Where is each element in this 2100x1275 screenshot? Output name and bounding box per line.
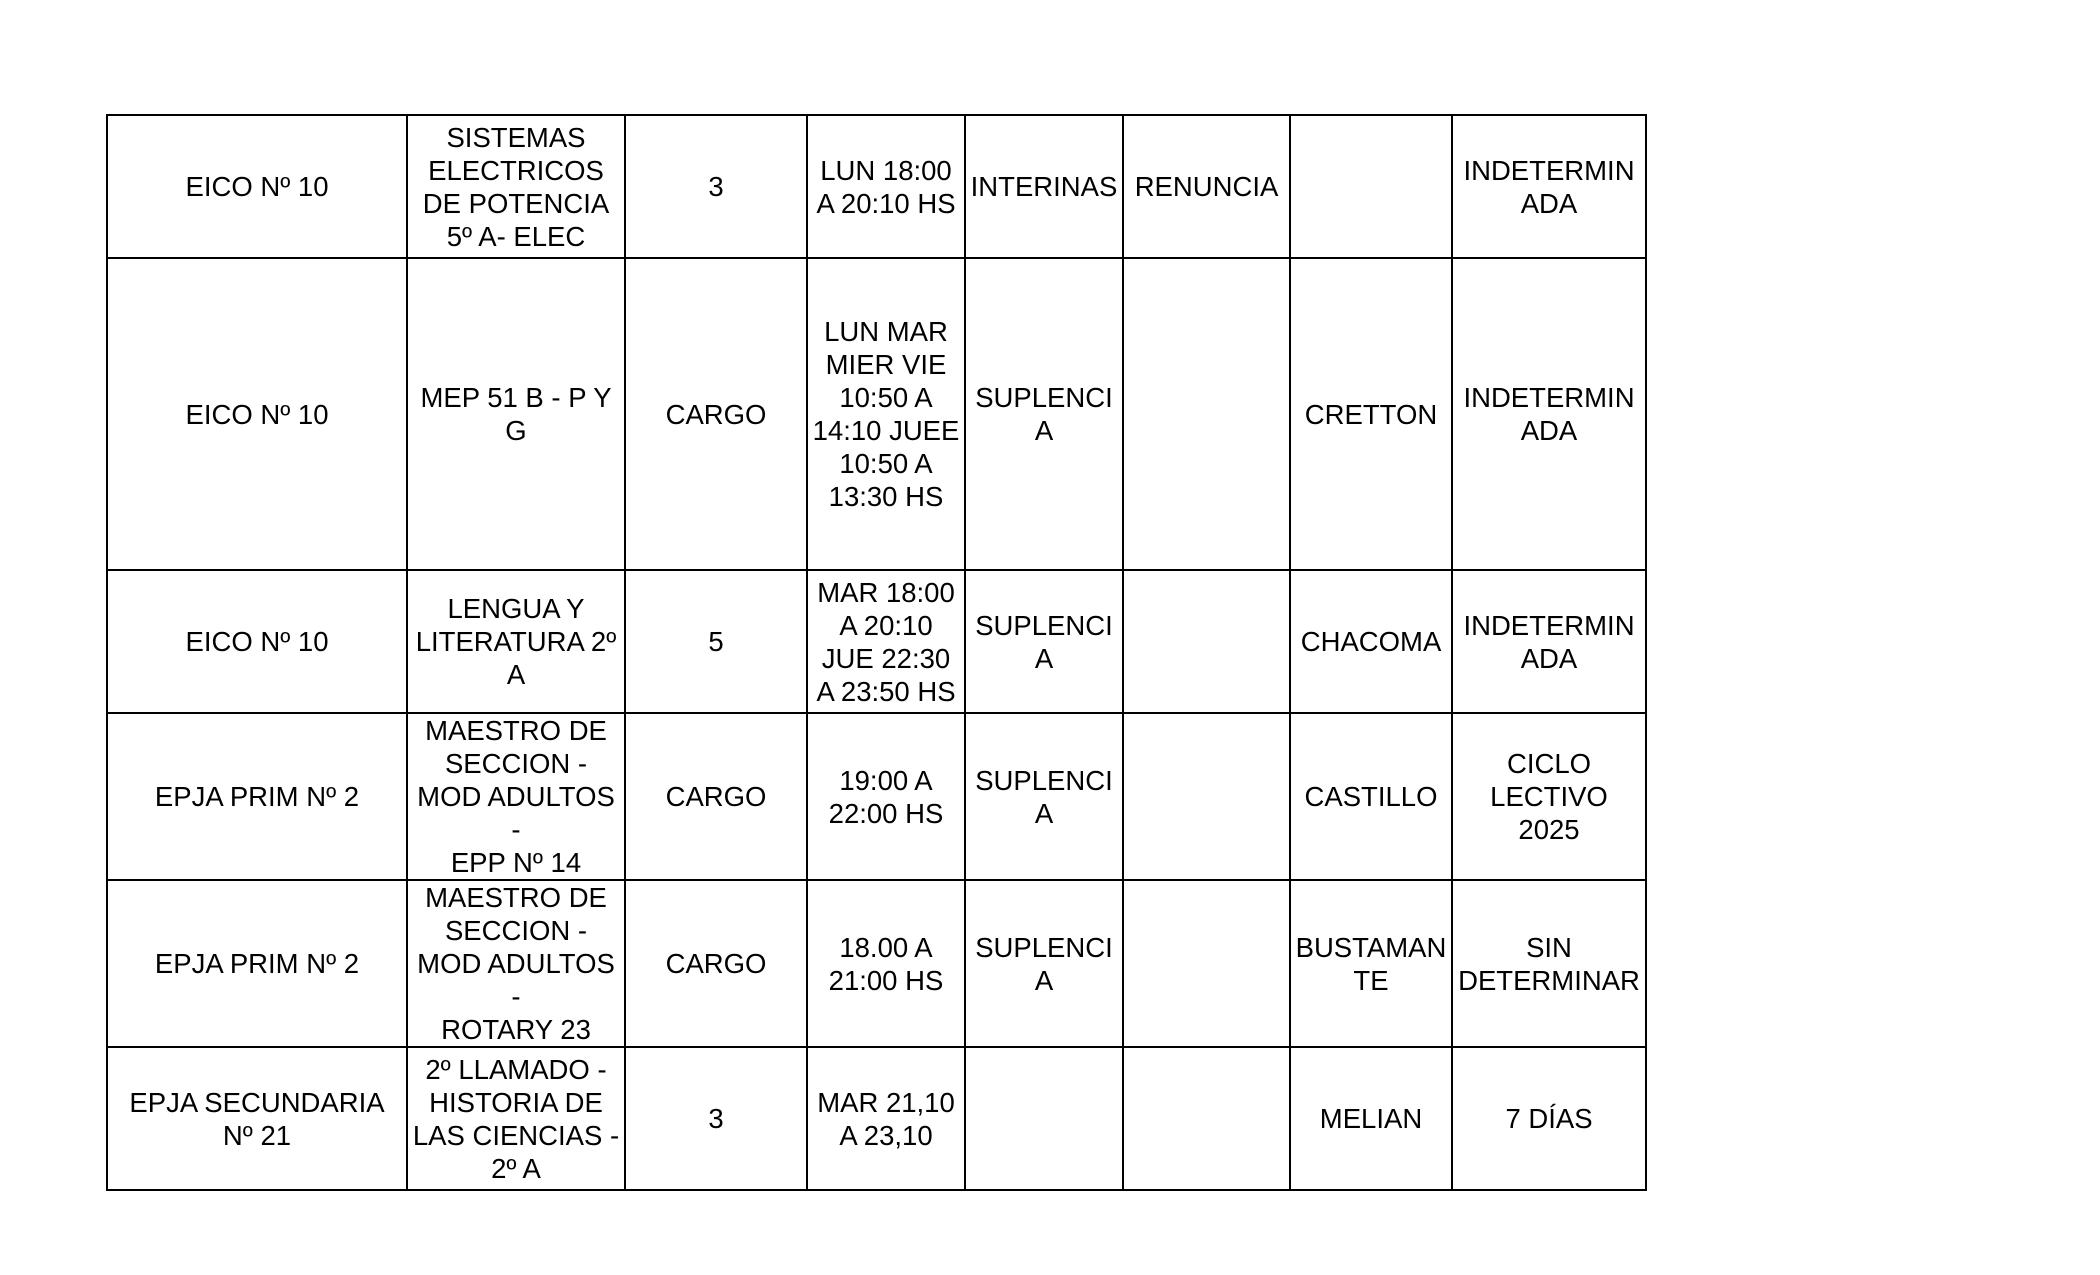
reason-cell <box>1123 713 1290 880</box>
reason-cell <box>1123 1047 1290 1190</box>
schedule-cell: LUN MAR MIER VIE 10:50 A 14:10 JUEE 10:50 A 13:30 HS <box>807 258 965 570</box>
duration-cell: SIN DETERMINAR <box>1452 880 1646 1047</box>
table-row <box>107 713 1646 880</box>
duration-cell: 7 DÍAS <box>1452 1047 1646 1190</box>
school-cell: EPJA PRIM Nº 2 <box>107 713 407 880</box>
position-type-cell <box>965 1047 1123 1190</box>
table-row <box>107 880 1646 1047</box>
subject-cell: MAESTRO DE SECCION - MOD ADULTOS - ROTARY 23 <box>407 880 625 1047</box>
hours-cell: 3 <box>625 1047 807 1190</box>
school-cell: EICO Nº 10 <box>107 258 407 570</box>
position-type-cell: INTERINAS <box>965 115 1123 258</box>
table-row <box>107 1047 1646 1190</box>
schedule-cell: 19:00 A 22:00 HS <box>807 713 965 880</box>
table-body <box>107 115 1646 1190</box>
hours-cell: 5 <box>625 570 807 713</box>
subject-cell: SISTEMAS ELECTRICOS DE POTENCIA 5º A- ELEC <box>407 115 625 258</box>
school-cell: EPJA SECUNDARIA Nº 21 <box>107 1047 407 1190</box>
schedule-cell: 18.00 A 21:00 HS <box>807 880 965 1047</box>
school-cell: EPJA PRIM Nº 2 <box>107 880 407 1047</box>
position-type-cell: SUPLENCI A <box>965 258 1123 570</box>
table-row <box>107 258 1646 570</box>
position-type-cell: SUPLENCI A <box>965 880 1123 1047</box>
subject-cell: MEP 51 B - P Y G <box>407 258 625 570</box>
table-row <box>107 115 1646 258</box>
school-cell: EICO Nº 10 <box>107 570 407 713</box>
position-type-cell: SUPLENCI A <box>965 570 1123 713</box>
schedule-cell: MAR 21,10 A 23,10 <box>807 1047 965 1190</box>
reason-cell: RENUNCIA <box>1123 115 1290 258</box>
duration-cell: INDETERMIN ADA <box>1452 115 1646 258</box>
school-cell: EICO Nº 10 <box>107 115 407 258</box>
subject-cell: MAESTRO DE SECCION - MOD ADULTOS - EPP Nº 14 <box>407 713 625 880</box>
hours-cell: CARGO <box>625 880 807 1047</box>
teacher-cell: CASTILLO <box>1290 713 1452 880</box>
duration-cell: INDETERMIN ADA <box>1452 570 1646 713</box>
table-row <box>107 570 1646 713</box>
reason-cell <box>1123 570 1290 713</box>
position-type-cell: SUPLENCI A <box>965 713 1123 880</box>
schedule-cell: MAR 18:00 A 20:10 JUE 22:30 A 23:50 HS <box>807 570 965 713</box>
vacancies-table <box>106 114 1647 1191</box>
reason-cell <box>1123 880 1290 1047</box>
schedule-cell: LUN 18:00 A 20:10 HS <box>807 115 965 258</box>
hours-cell: CARGO <box>625 713 807 880</box>
teacher-cell: CRETTON <box>1290 258 1452 570</box>
duration-cell: INDETERMIN ADA <box>1452 258 1646 570</box>
hours-cell: 3 <box>625 115 807 258</box>
teacher-cell: BUSTAMAN TE <box>1290 880 1452 1047</box>
teacher-cell <box>1290 115 1452 258</box>
duration-cell: CICLO LECTIVO 2025 <box>1452 713 1646 880</box>
teacher-cell: CHACOMA <box>1290 570 1452 713</box>
teacher-cell: MELIAN <box>1290 1047 1452 1190</box>
subject-cell: LENGUA Y LITERATURA 2º A <box>407 570 625 713</box>
hours-cell: CARGO <box>625 258 807 570</box>
reason-cell <box>1123 258 1290 570</box>
subject-cell: 2º LLAMADO - HISTORIA DE LAS CIENCIAS - 2º A <box>407 1047 625 1190</box>
